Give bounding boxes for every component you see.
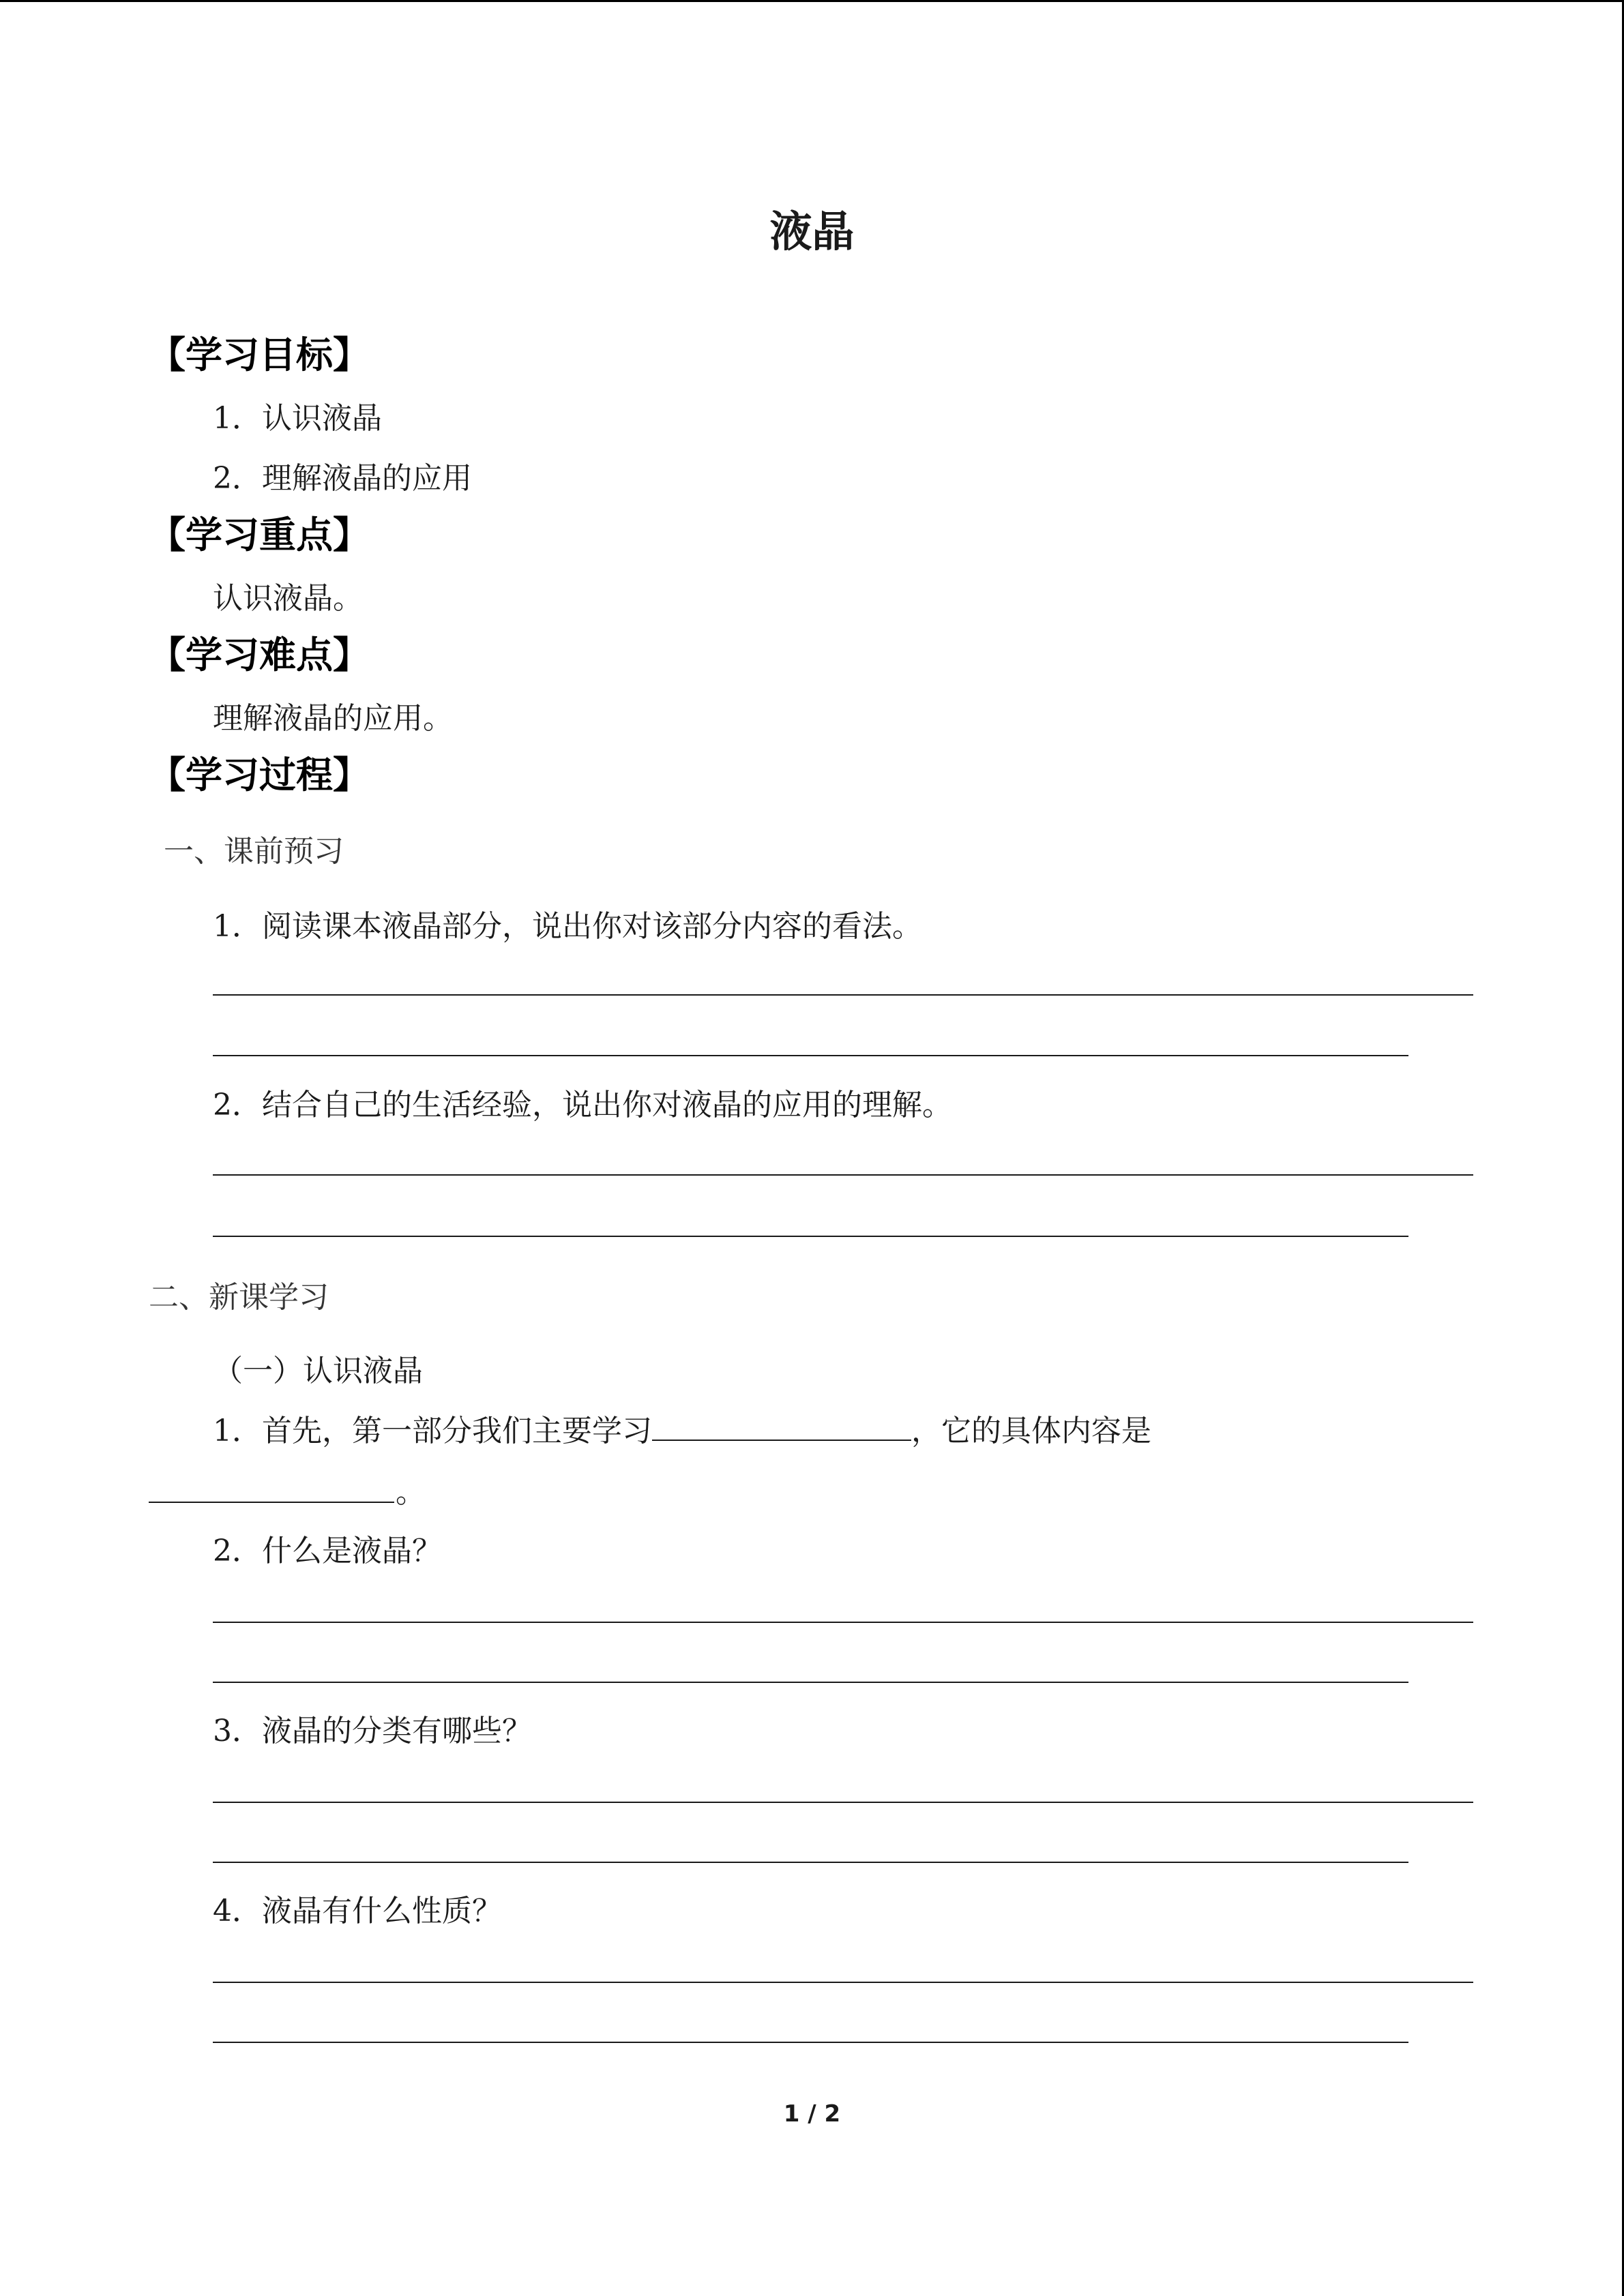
answer-line: [213, 1802, 1473, 1803]
answer-line: [213, 2042, 1408, 2043]
key-points-heading: 【学习重点】: [149, 513, 370, 556]
page-number: 1 / 2: [783, 2100, 841, 2128]
key-points-text: 认识液晶。: [213, 581, 363, 616]
difficulties-text: 理解液晶的应用。: [213, 701, 453, 736]
objectives-heading: 【学习目标】: [149, 333, 370, 376]
process-heading: 【学习过程】: [149, 754, 370, 796]
new-lesson-question-3: 3．液晶的分类有哪些？: [213, 1714, 532, 1748]
answer-line: [213, 1622, 1473, 1623]
answer-line: [213, 1174, 1473, 1176]
objective-item-1: 1．认识液晶: [213, 401, 382, 436]
new-lesson-question-1: [213, 1406, 1151, 1450]
answer-line: [213, 1982, 1473, 1983]
page-title: 液晶: [769, 207, 855, 256]
answer-line: [213, 994, 1473, 996]
answer-line: [213, 1055, 1408, 1056]
difficulties-heading: 【学习难点】: [149, 633, 370, 676]
new-lesson-question-2: 2．什么是液晶？: [213, 1534, 442, 1568]
new-lesson-question-4: 4．液晶有什么性质？: [213, 1894, 502, 1928]
objective-item-2: 2．理解液晶的应用: [213, 461, 472, 496]
fill-blank-line: [149, 1502, 394, 1503]
new-lesson-section-title: 二、新课学习: [149, 1280, 329, 1315]
question-1-part-2: ，它的具体内容是: [911, 1414, 1151, 1448]
preview-question-1: 1．阅读课本液晶部分，说出你对该部分内容的看法。: [213, 909, 922, 944]
preview-section-title: 一、课前预习: [164, 834, 344, 869]
subsection-title: （一）认识液晶: [213, 1354, 423, 1388]
answer-line: [213, 1682, 1408, 1683]
preview-question-2: 2．结合自己的生活经验，说出你对液晶的应用的理解。: [213, 1088, 952, 1122]
question-1-end: 。: [396, 1475, 426, 1510]
answer-line: [213, 1236, 1408, 1237]
answer-line: [213, 1862, 1408, 1863]
fill-blank: [652, 1407, 911, 1441]
page-border-top: [0, 0, 1624, 2]
question-1-part-1: 1．首先，第一部分我们主要学习: [213, 1414, 652, 1448]
